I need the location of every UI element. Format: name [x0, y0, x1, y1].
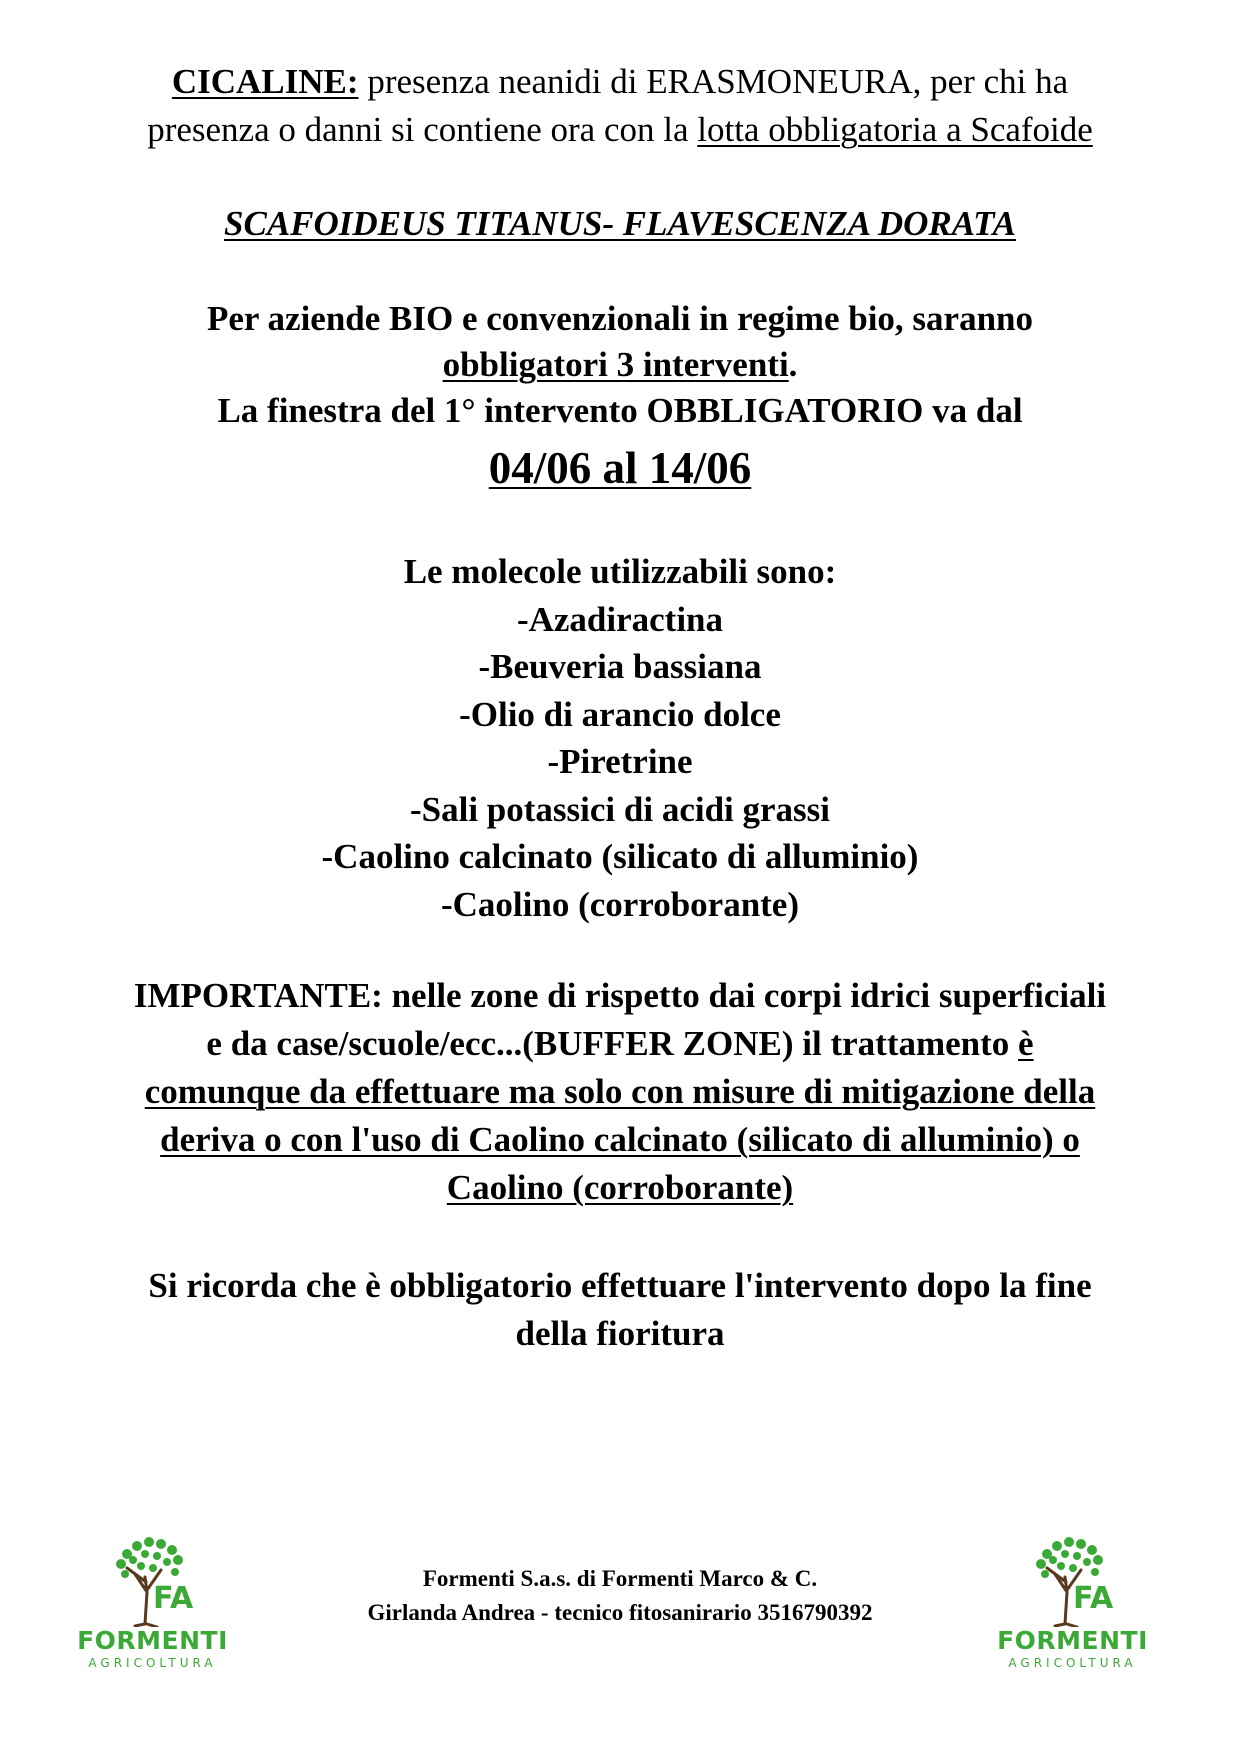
company-logo-left [65, 1532, 240, 1672]
important-line-4: deriva o con l'uso di Caolino calcinato (silicato di alluminio) o [160, 1120, 1080, 1159]
bio-paragraph [40, 296, 1200, 434]
important-paragraph [40, 972, 1200, 1212]
reminder-line-1: Si ricorda che è obbligatorio effettuare l'intervento dopo la fine [148, 1266, 1092, 1305]
molecules-title: Le molecole utilizzabili sono: [403, 552, 837, 591]
heading-block [40, 200, 1200, 248]
intro-paragraph [40, 58, 1200, 154]
date-range: 04/06 al 14/06 [488, 443, 752, 493]
list-item: -Beuveria bassiana [478, 647, 762, 686]
logo-name: FORMENTI [997, 1626, 1148, 1655]
molecules-list [40, 548, 1200, 928]
list-item: -Caolino (corroborante) [440, 884, 800, 924]
list-item: -Caolino calcinato (silicato di alluminio) [321, 837, 919, 876]
reminder-paragraph [40, 1262, 1200, 1358]
bio-line-1: Per aziende BIO e convenzionali in regime bio, saranno [206, 299, 1034, 338]
cicaline-label: CICALINE: [171, 62, 359, 101]
company-logo-right [985, 1532, 1160, 1672]
tree-icon [65, 1532, 240, 1627]
bio-line-3: La finestra del 1° intervento OBBLIGATORIO va dal [217, 391, 1023, 430]
footer-company: Formenti S.a.s. di Formenti Marco & C. [422, 1566, 818, 1591]
important-line-1: IMPORTANTE: nelle zone di rispetto dai corpi idrici superficiali [133, 976, 1107, 1015]
intro-underlined-text: lotta obbligatoria a Scafoide [697, 110, 1093, 149]
date-block [40, 440, 1200, 496]
scafoideus-heading: SCAFOIDEUS TITANUS- FLAVESCENZA DORATA [224, 204, 1016, 243]
tree-icon [985, 1532, 1160, 1627]
important-line-2-underlined: è [1018, 1024, 1034, 1063]
obligation-period: . [788, 345, 798, 384]
important-line-3: comunque da effettuare ma solo con misure di mitigazione della [144, 1072, 1096, 1111]
reminder-line-2: della fioritura [515, 1314, 725, 1353]
important-line-2 [40, 1020, 1200, 1068]
intro-text-2: presenza o danni si contiene ora con la [147, 110, 698, 149]
footer-technician: Girlanda Andrea - tecnico fitosanirario 3516790392 [367, 1600, 873, 1625]
logo-monogram: FA [153, 1581, 194, 1616]
list-item: -Piretrine [547, 742, 693, 781]
logo-name: FORMENTI [77, 1626, 228, 1655]
obligation-text: obbligatori 3 interventi [442, 345, 789, 384]
list-item: -Olio di arancio dolce [459, 694, 781, 734]
logo-sub: AGRICOLTURA [88, 1656, 217, 1670]
footer [240, 1562, 1000, 1630]
intro-line-1 [40, 58, 1200, 106]
intro-line-2 [40, 106, 1200, 154]
list-item: -Sali potassici di acidi grassi [409, 789, 831, 829]
important-line-2-plain: e da case/scuole/ecc...(BUFFER ZONE) il trattamento [206, 1024, 1019, 1063]
important-line-5: Caolino (corroborante) [446, 1168, 794, 1207]
intro-text-1: presenza neanidi di ERASMONEURA, per chi ha [358, 62, 1069, 101]
bio-line-2 [40, 342, 1200, 388]
logo-monogram: FA [1073, 1581, 1114, 1616]
list-item: -Azadiractina [516, 599, 724, 639]
logo-sub: AGRICOLTURA [1008, 1656, 1137, 1670]
